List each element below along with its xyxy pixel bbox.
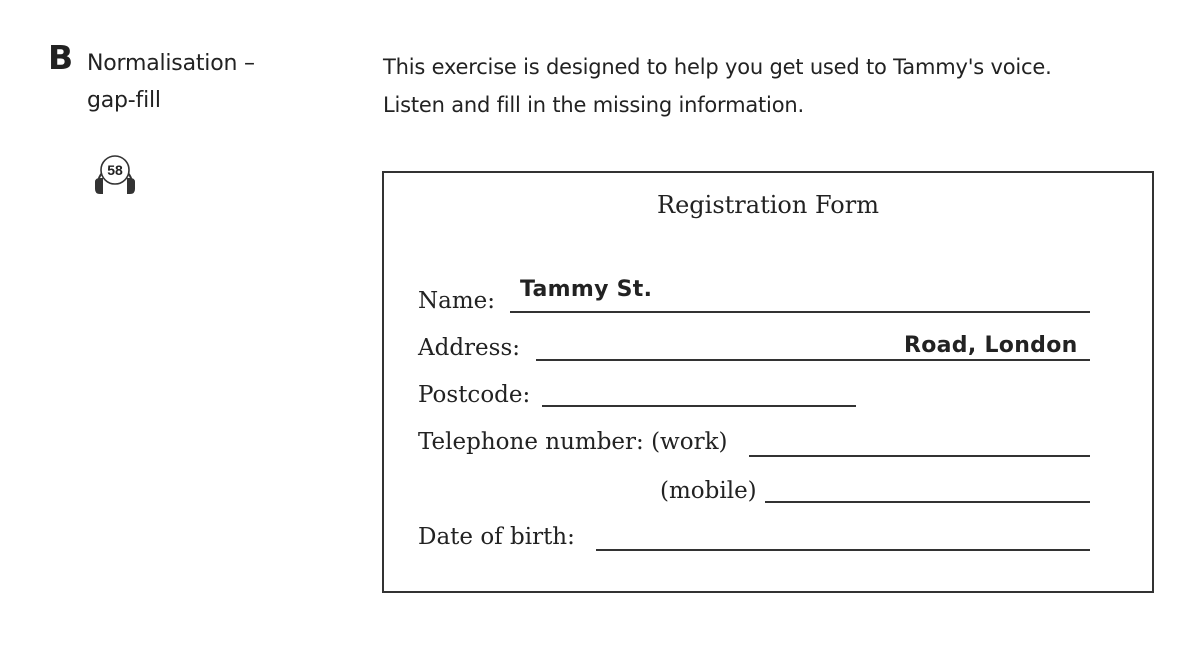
dob-label: Date of birth: (418, 524, 575, 550)
postcode-line (542, 405, 856, 407)
instructions-line2: Listen and fill in the missing information. (383, 93, 804, 117)
name-value: Tammy St. (520, 277, 653, 302)
section-title-line2: gap-fill (87, 88, 161, 113)
instructions-line1: This exercise is designed to help you get used to Tammy's voice. (383, 55, 1052, 79)
name-label: Name: (418, 288, 496, 314)
address-value: Road, London (904, 333, 1078, 358)
mobile-line (765, 501, 1090, 503)
track-number: 58 (107, 162, 123, 178)
registration-form (382, 171, 1154, 593)
name-line (510, 311, 1090, 313)
section-letter: B (48, 38, 74, 77)
address-line (536, 359, 1090, 361)
form-title: Registration Form (657, 191, 879, 219)
instructions (383, 48, 1052, 124)
mobile-label: (mobile) (660, 478, 757, 504)
telephone-work-line (749, 455, 1090, 457)
dob-line (596, 549, 1090, 551)
address-label: Address: (418, 335, 521, 361)
headphones-icon (92, 152, 138, 198)
postcode-label: Postcode: (418, 382, 531, 408)
section-title-line1: Normalisation – (87, 51, 255, 76)
section-title (87, 45, 255, 119)
telephone-work-label: Telephone number: (work) (418, 429, 728, 455)
